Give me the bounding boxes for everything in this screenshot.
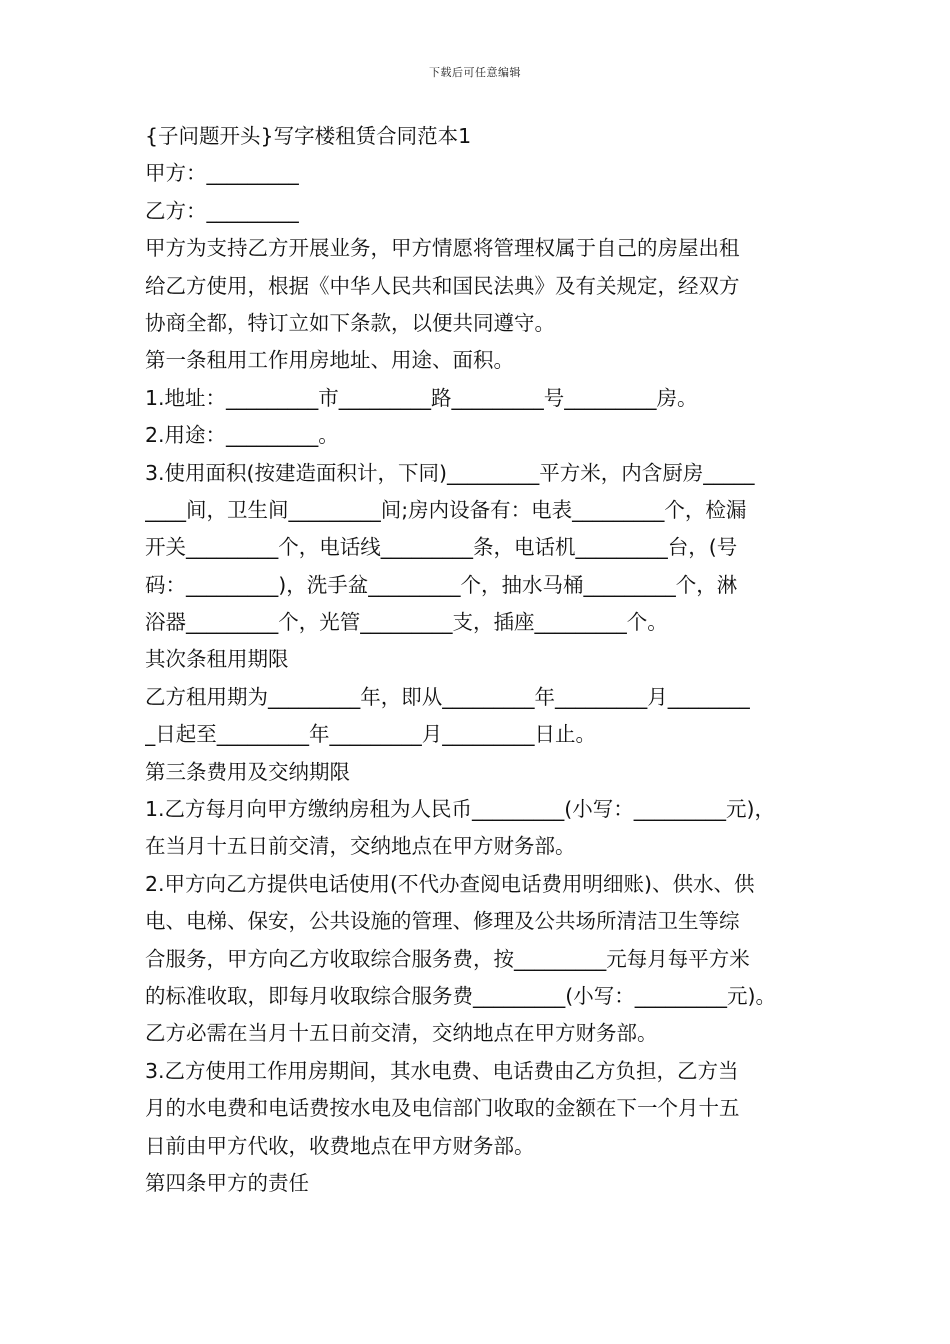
clause-line: 电、电梯、保安，公共设施的管理、修理及公共场所清洁卫生等综	[145, 909, 740, 934]
clause-line: 的标准收取，即每月收取综合服务费_________(小写：_________元)。	[145, 983, 776, 1008]
section-heading: 第三条费用及交纳期限	[145, 759, 350, 784]
paragraph-line: 协商全都，特订立如下条款，以便共同遵守。	[145, 310, 555, 335]
clause-line: 1.乙方每月向甲方缴纳房租为人民币_________(小写：_________元)，	[145, 797, 776, 822]
clause-line: 3.使用面积(按建造面积计，下同)_________平方米，内含厨房_____	[145, 460, 755, 485]
clause-line: 合服务，甲方向乙方收取综合服务费，按_________元每月每平方米	[145, 946, 750, 971]
paragraph-line: 给乙方使用，根据《中华人民共和国民法典》及有关规定，经双方	[145, 273, 740, 298]
clause-line: 月的水电费和电话费按水电及电信部门收取的金额在下一个月十五	[145, 1096, 740, 1121]
clause-line: 2.用途：_________。	[145, 423, 339, 448]
clause-line: 在当月十五日前交清，交纳地点在甲方财务部。	[145, 834, 576, 859]
paragraph-line: 甲方为支持乙方开展业务，甲方情愿将管理权属于自己的房屋出租	[145, 236, 740, 261]
clause-line: 浴器_________个，光管_________支，插座_________个。	[145, 610, 668, 635]
document-title: {子问题开头}写字楼租赁合同范本1	[145, 124, 472, 148]
clause-line: 2.甲方向乙方提供电话使用(不代办查阅电话费用明细账)、供水、供	[145, 871, 755, 896]
section-heading: 其次条租用期限	[145, 647, 289, 672]
clause-line: 乙方租用期为_________年，即从_________年_________月________	[145, 684, 750, 709]
party-b-line: 乙方：_________	[145, 198, 299, 223]
party-a-line: 甲方：_________	[145, 161, 299, 186]
clause-line: 码：_________)，洗手盆_________个，抽水马桶_________个，淋	[145, 572, 738, 597]
clause-line: ____间，卫生间_________间;房内设备有：电表_________个，检漏	[145, 497, 747, 522]
page-header-note: 下载后可任意编辑	[429, 66, 521, 79]
section-heading: 第一条租用工作用房地址、用途、面积。	[145, 348, 514, 373]
clause-line: 开关_________个，电话线_________条，电话机_________台，(号	[145, 535, 738, 560]
clause-line: 1.地址：_________市_________路_________号_________房。	[145, 385, 698, 410]
clause-line: 日前由甲方代收，收费地点在甲方财务部。	[145, 1133, 535, 1158]
document-body	[145, 118, 825, 1202]
section-heading: 第四条甲方的责任	[145, 1170, 309, 1195]
clause-line: _日起至_________年_________月_________日止。	[145, 722, 596, 747]
clause-line: 3.乙方使用工作用房期间，其水电费、电话费由乙方负担，乙方当	[145, 1058, 739, 1083]
clause-line: 乙方必需在当月十五日前交清，交纳地点在甲方财务部。	[145, 1021, 658, 1046]
